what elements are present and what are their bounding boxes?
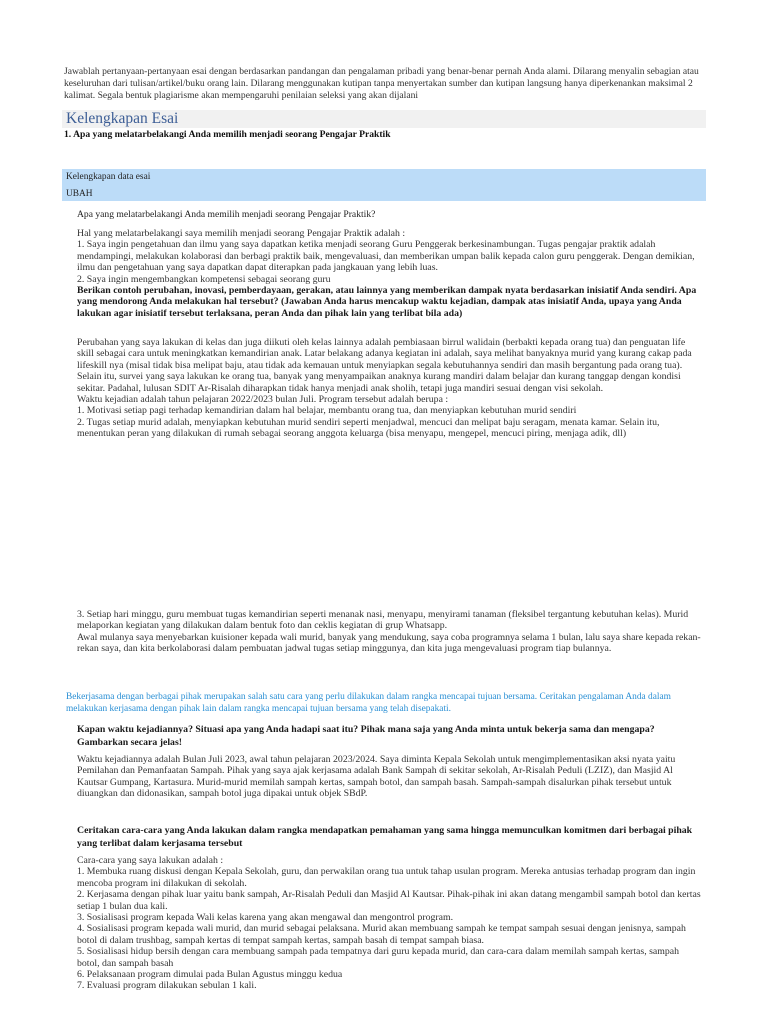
question-3-prompt: Kapan waktu kejadiannya? Situasi apa yang Anda hadapi saat itu? Pihak mana saja yang Anda minta untuk bekerja sama dan mengapa? Gambarkan secara jelas!: [77, 724, 655, 748]
answer-2-part-2: [77, 609, 704, 655]
answer-1-line: 1. Saya ingin pengetahuan dan ilmu yang saya dapatkan ketika menjadi seorang Guru Penggerak berkesinambungan. Tugas pengajar praktik adalah mendampingi, melakukan kolaborasi dan berbagi praktik baik, mengevaluasi, dan memberikan umpan balik kepada calon guru penggerak. Dengan demikian, ilmu dan pengetahuan yang saya dapatkan dapat diterapkan pada jangkauan yang lebih luas.: [77, 239, 695, 274]
answer-4-line: 4. Sosialisasi program kepada wali murid, dan murid sebagai pelaksana. Murid akan membuang sampah ke tempat sampah sesuai dengan jenisnya, sampah botol di dalam trushbag, sampah kertas di tempat sampah kertas, sampah basah di tempat sampah biasa.: [77, 923, 686, 946]
answer-2-paragraph: 2. Tugas setiap murid adalah, menyiapkan kebutuhan murid sendiri seperti menjadwal, mencuci dan melipat baju seragam, menata kamar. Selain itu, menentukan peran yang dilakukan di rumah sebagai seorang anggota keluarga (bisa menyapu, mengepel, mencuci piring, menjaga adik, dll): [77, 416, 660, 440]
essay-data-band: [62, 169, 706, 201]
answer-2-paragraph: Perubahan yang saya lakukan di kelas dan juga diikuti oleh kelas lainnya adalah pembiasaan birrul walidain (berbakti kepada orang tua) dan penguatan life skill sebagai cara untuk meningkatkan kemandirian anak. Latar belakang adanya kegiatan ini adalah, saya melihat banyaknya murid yang kurang cakap pada lifeskill nya (misal tidak bisa melipat baju, atau tidak ada kemauan untuk menyiapkan segala kebutuhannya sendiri dan masih bergantung pada orang tua). Selain itu, survei yang saya lakukan ke orang tua, banyak yang menyampaikan anaknya kurang mandiri dalam belajar dan kurang tanggap dengan kondisi sekitar. Padahal, lulusan SDIT Ar-Risalah diharapkan tidak hanya menjadi anak sholih, tetapi juga mandiri sesuai dengan visi sekolah.: [77, 337, 692, 394]
section-header: [62, 110, 706, 128]
answer-4-line: Cara-cara yang saya lakukan adalah :: [77, 855, 224, 866]
essay-instructions: Jawablah pertanyaan-pertanyaan esai dengan berdasarkan pandangan dan pengalaman pribadi yang benar-benar pernah Anda alami. Dilarang menyalin sebagian atau keseluruhan dari tulisan/artikel/buku orang lain. Dilarang menggunakan kutipan tanpa menyertakan sumber dan kutipan langsung hanya diperkenankan maksimal 2 kalimat. Segala bentuk plagiarisme akan mempengaruhi penilaian seleksi yang akan dijalani: [64, 66, 699, 101]
answer-4-line: 6. Pelaksanaan program dimulai pada Bulan Agustus minggu kedua: [77, 969, 343, 981]
collaboration-instruction: Bekerjasama dengan berbagai pihak merupakan salah satu cara yang perlu dilakukan dalam rangka mencapai tujuan bersama. Ceritakan pengalaman Anda dalam melakukan kerjasama dengan pihak lain dalam rangka mencapai tujuan bersama yang telah disepakati.: [66, 692, 671, 714]
answer-2-part-1: [77, 337, 704, 440]
answer-2-paragraph: 3. Setiap hari minggu, guru membuat tugas kemandirian seperti menanak nasi, menyapu, menyirami tanaman (fleksibel tergantung kebutuhan kelas). Murid melaporkan kegiatan yang dilakukan dalam bentuk foto dan ceklis kegiatan di grup Whatsapp.: [77, 609, 689, 632]
question-1-heading: 1. Apa yang melatarbelakangi Anda memilih menjadi seorang Pengajar Praktik: [64, 129, 391, 140]
answer-2-paragraph: Waktu kejadian adalah tahun pelajaran 2022/2023 bulan Juli. Program tersebut adalah berupa :: [77, 394, 449, 406]
answer-2-paragraph: 1. Motivasi setiap pagi terhadap kemandirian dalam hal belajar, membantu orang tua, dan menyiapkan kebutuhan murid sendiri: [77, 405, 577, 417]
answer-1-line: 2. Saya ingin mengembangkan kompetensi sebagai seorang guru: [77, 273, 331, 285]
answer-4-line: 2. Kerjasama dengan pihak luar yaitu bank sampah, Ar-Risalah Peduli dan Masjid Al Kautsar. Pihak-pihak ini akan datang mengambil sampah botol dan kertas setiap 1 bulan dua kali.: [77, 889, 701, 912]
answer-4-line: 7. Evaluasi program dilakukan sebulan 1 kali.: [77, 980, 257, 992]
edit-button[interactable]: UBAH: [66, 189, 93, 199]
question-2-prompt: Berikan contoh perubahan, inovasi, pemberdayaan, gerakan, atau lainnya yang memberikan dampak nyata berdasarkan inisiatif Anda sendiri. Apa yang mendorong Anda melakukan hal tersebut? (Jawaban Anda harus mencakup waktu kejadian, dampak atas inisiatif Anda, upaya yang Anda lakukan agar inisiatif tersebut terlaksana, peran Anda dan pihak lain yang terlibat bila ada): [77, 285, 697, 319]
answer-4: [77, 855, 704, 992]
question-4-prompt: Ceritakan cara-cara yang Anda lakukan dalam rangka mendapatkan pemahaman yang sama hingga memunculkan komitmen dari berbagai pihak yang terlibat dalam kerjasama tersebut: [77, 825, 693, 849]
answer-3: Waktu kejadiannya adalah Bulan Juli 2023, awal tahun pelajaran 2023/2024. Saya diminta Kepala Sekolah untuk mengimplementasikan aksi nyata yaitu Pemilahan dan Pemanfaatan Sampah. Pihak yang saya ajak kerjasama adalah Bank Sampah di sekitar sekolah, Ar-Risalah Peduli (LZIZ), dan Masjid Al Kautsar Gumpang, Kartasura. Murid-murid memilah sampah kertas, sampah botol, dan sampah basah. Sampah-sampah disalurkan pihak tersebut untuk diuangkan dan didonasikan, sampah botol juga dipakai untuk objek SBdP.: [77, 754, 676, 800]
answer-4-line: 1. Membuka ruang diskusi dengan Kepala Sekolah, guru, dan perwakilan orang tua untuk tahap usulan program. Mereka antusias terhadap program dan ingin mencoba program ini dilakukan di sekolah.: [77, 866, 696, 889]
answer-2-paragraph: Awal mulanya saya menyebarkan kuisioner kepada wali murid, banyak yang mendukung, saya coba programnya selama 1 bulan, lalu saya share kepada rekan-rekan saya, dan kita berkolaborasi dalam pembuatan jadwal tugas setiap minggunya, dan kita juga mengevaluasi program tiap bulannya.: [77, 631, 701, 655]
answer-1: [77, 228, 704, 319]
answer-4-line: 3. Sosialisasi program kepada Wali kelas karena yang akan mengawal dan mengontrol program.: [77, 912, 454, 924]
essay-data-label: Kelengkapan data esai: [66, 172, 151, 182]
question-1-prompt: Apa yang melatarbelakangi Anda memilih menjadi seorang Pengajar Praktik?: [77, 209, 376, 220]
answer-4-line: 5. Sosialisasi hidup bersih dengan cara membuang sampah pada tempatnya dari guru kepada murid, dan cara-cara dalam memilah sampah kertas, sampah botol, dan sampah basah: [77, 946, 680, 969]
answer-1-line: Hal yang melatarbelakangi saya memilih menjadi seorang Pengajar Praktik adalah :: [77, 228, 406, 239]
section-title: Kelengkapan Esai: [66, 110, 179, 127]
